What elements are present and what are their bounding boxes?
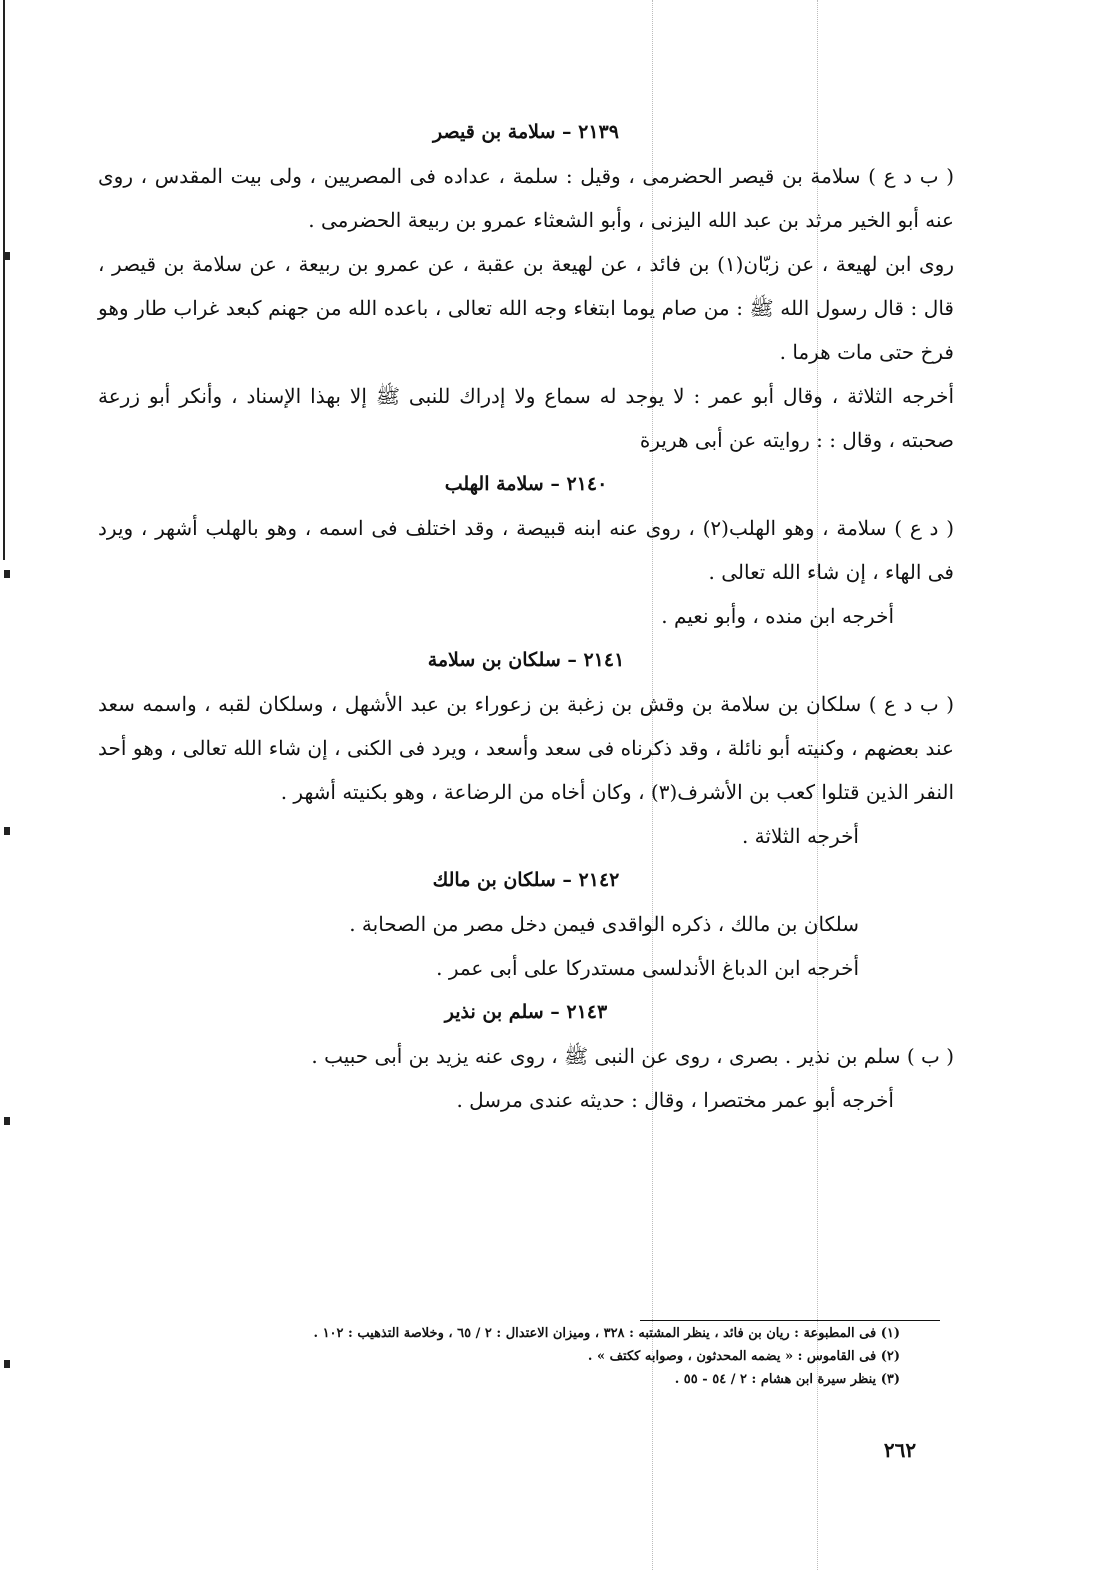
page-number: ٢٦٢ [883,1438,917,1462]
entry-heading: ٢١٤٣ – سلم بن نذير [444,1001,608,1023]
page-body [98,110,954,1122]
entry-source-line: أخرجه الثلاثة . [741,824,859,848]
page-edge [3,0,5,560]
entry-paragraph: ( ب ) سلم بن نذير . بصرى ، روى عن النبى ﷺ ، روى عنه يزيد بن أبى حبيب . [311,1044,954,1068]
entry-paragraph: سلكان بن مالك ، ذكره الواقدى فيمن دخل مصر من الصحابة . [349,912,859,936]
margin-mark [4,1117,10,1125]
margin-mark [4,252,10,260]
entry-2139 [98,112,954,462]
entry-paragraph: ( ب د ع ) سلكان بن سلامة بن وقش بن زغبة بن زعوراء بن عبد الأشهل ، وسلكان لقبه ، واسمه سعد عند بعضهم ، وكنيته أبو نائلة ، وقد ذكرناه فى سعد وأسعد ، ويرد فى الكنى ، إن شاء الله تعالى ، وهو أحد النفر الذين قتلوا كعب بن الأشرف(٣) ، وكان أخاه من الرضاعة ، وهو بكنيته أشهر . [98,692,954,804]
footnote: (١) فى المطبوعة : ريان بن فائد ، ينظر المشتبه : ٣٢٨ ، وميزان الاعتدال : ٢ / ٦٥ ، وخلاصة التذهيب : ١٠٢ . [313,1326,900,1341]
entry-heading: ٢١٤٢ – سلكان بن مالك [432,869,620,891]
entry-source-line: أخرجه ابن الدباغ الأندلسى مستدركا على أبى عمر . [436,956,859,980]
margin-mark [4,570,10,578]
entry-2140 [98,464,954,638]
entry-paragraph: ( د ع ) سلامة ، وهو الهلب(٢) ، روى عنه ابنه قبيصة ، وقد اختلف فى اسمه ، وهو بالهلب أشهر ، ويرد فى الهاء ، إن شاء الله تعالى . [98,516,954,584]
entry-heading: ٢١٣٩ – سلامة بن قيصر [433,121,619,143]
entry-2142 [98,860,954,990]
footnote: (٣) ينظر سيرة ابن هشام : ٢ / ٥٤ - ٥٥ . [674,1372,900,1387]
entry-2141 [98,640,954,858]
entry-heading: ٢١٤٠ – سلامة الهلب [444,473,608,495]
footnote-separator [640,1320,940,1321]
entry-heading: ٢١٤١ – سلكان بن سلامة [427,649,625,671]
footnotes [100,1322,900,1391]
margin-mark [4,1360,10,1368]
entry-2143 [98,992,954,1122]
entry-paragraph: روى ابن لهيعة ، عن زبّان(١) بن فائد ، عن لهيعة بن عقبة ، عن عمرو بن ربيعة ، عن سلامة بن قيصر ، قال : قال رسول الله ﷺ : من صام يوما ابتغاء وجه الله تعالى ، باعده الله من جهنم كبعد غراب طار وهو فرخ حتى مات هرما . [98,252,954,364]
margin-mark [4,827,10,835]
entry-paragraph: ( ب د ع ) سلامة بن قيصر الحضرمى ، وقيل : سلمة ، عداده فى المصريين ، ولى بيت المقدس ، روى عنه أبو الخير مرثد بن عبد الله اليزنى ، وأبو الشعثاء عمرو بن ربيعة الحضرمى . [98,164,954,232]
entry-paragraph: أخرجه الثلاثة ، وقال أبو عمر : لا يوجد له سماع ولا إدراك للنبى ﷺ إلا بهذا الإسناد ، وأنكر أبو زرعة صحبته ، وقال : : روايته عن أبى هريرة [98,384,955,452]
entry-source-line: أخرجه أبو عمر مختصرا ، وقال : حديثه عندى مرسل . [456,1088,894,1112]
entry-source-line: أخرجه ابن منده ، وأبو نعيم . [661,604,894,628]
footnote: (٢) فى القاموس : « يضمه المحدثون ، وصوابه ككتف » . [587,1349,900,1364]
